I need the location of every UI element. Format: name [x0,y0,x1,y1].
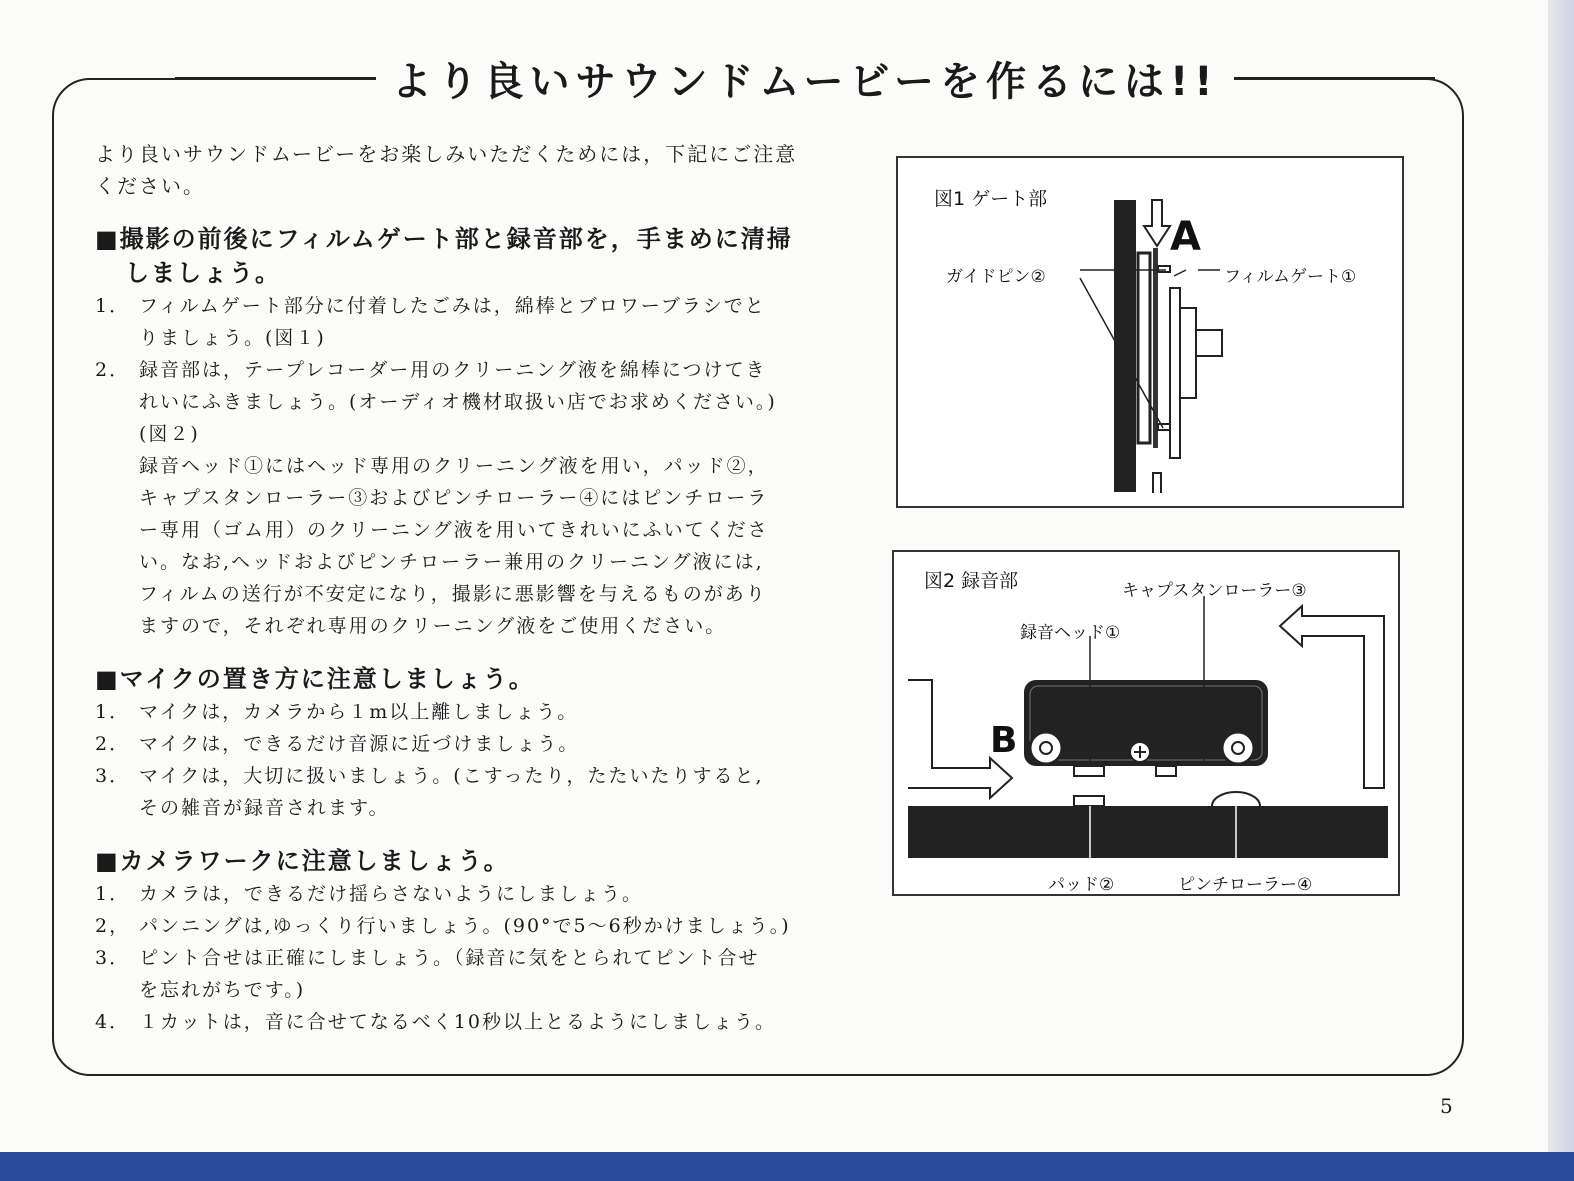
item-text-cont: りましょう。(図１) [139,327,326,349]
item-number: 3． [95,765,131,787]
label-guide-pin: ガイドピン② [946,267,1046,287]
list-item [95,760,855,792]
list-item [95,878,855,910]
page-number: 5 [1440,1094,1453,1118]
item-number: 4． [95,1011,131,1033]
gate-plate-outline [1138,253,1150,443]
intro-line: ください。 [95,174,205,198]
item-text-cont: い。なお,ヘッドおよびピンチローラー兼用のクリーニング液には, [139,551,764,573]
item-text: マイクは，カメラから１m以上離しましょう。 [139,701,579,723]
pad-small [1156,766,1176,776]
page-edge-right [1548,0,1574,1181]
item-text-cont: 録音ヘッド①にはヘッド専用のクリーニング液を用い，パッド②， [139,455,769,477]
arrow-down-icon [1144,200,1170,246]
label-recording-head: 録音ヘッド① [1020,623,1121,643]
item-text-cont: ー専用（ゴム用）のクリーニング液を用いてきれいにふいてくださ [139,519,769,541]
section-cleaning [95,222,855,642]
item-number: 1． [95,295,131,317]
section-heading: ■撮影の前後にフィルムゲート部と録音部を，手まめに清掃 [95,225,793,253]
label-pad: パッド② [1048,875,1115,895]
section-microphone [95,662,855,824]
letter-a: A [1170,214,1201,260]
capstan-roller-right [1222,732,1254,764]
item-number: 1． [95,883,131,905]
label-pinch-roller: ピンチローラー④ [1178,875,1313,895]
intro-line: より良いサウンドムービーをお楽しみいただくためには，下記にご注意 [95,142,798,166]
guide-pin-bottom [1158,424,1170,430]
list-item [95,1006,855,1038]
letter-b: B [990,720,1018,761]
figure-title: 図2 録音部 [924,570,1019,592]
slot-icon [1153,473,1161,493]
section-heading: ■マイクの置き方に注意しましょう。 [95,665,535,693]
list-item [95,354,855,386]
label-capstan-roller: キャプスタンローラー③ [1122,581,1307,601]
item-text: マイクは，大切に扱いましょう。(こすったり，たたいたりすると, [139,765,764,787]
section-heading: ■カメラワークに注意しましょう。 [95,847,510,875]
item-text-cont: フィルムの送行が不安定になり，撮影に悪影響を与えるものがあり [139,583,767,605]
title-rule-left [175,77,376,79]
arrow-left-icon [1280,606,1384,788]
item-text-cont: ますので，それぞれ専用のクリーニング液をご使用ください。 [139,615,727,637]
item-text-cont: を忘れがちです。) [139,979,306,1001]
section-camerawork [95,844,855,1038]
item-number: 2． [95,359,131,381]
head-base [1074,766,1104,776]
text-column [95,138,855,1038]
item-text-cont: (図２) [139,423,200,445]
title-rule-right [1234,77,1435,79]
figure-title: 図1 ゲート部 [934,188,1048,210]
deck-bar [908,806,1388,858]
item-text-cont: れいにふきましょう。(オーディオ機材取扱い店でお求めください。) [139,391,777,413]
page-title: より良いサウンドムービーを作るには!! [376,50,1235,107]
item-text-cont: キャプスタンローラー③およびピンチローラー④にはピンチローラ [139,487,769,509]
gate-block-inner [1180,308,1196,398]
list-item [95,910,855,942]
capstan-roller-left [1030,732,1062,764]
page-edge-bottom [0,1152,1574,1181]
item-number: 2， [95,915,131,937]
recorder-diagram [894,552,1402,898]
item-text: 録音部は，テープレコーダー用のクリーニング液を綿棒につけてき [139,359,767,381]
item-number: 3． [95,947,131,969]
item-text: マイクは，できるだけ音源に近づけましょう。 [139,733,580,755]
item-text: ピント合せは正確にしましょう。（録音に気をとられてピント合せ [139,947,760,969]
label-film-gate: フィルムゲート① [1224,267,1357,287]
item-text: フィルムゲート部分に付着したごみは，綿棒とブロワーブラシでと [139,295,766,317]
item-text: カメラは，できるだけ揺らさないようにしましょう。 [139,883,644,905]
figure-gate [896,156,1404,508]
gate-block [1170,288,1180,458]
guide-pin-top [1158,266,1170,272]
figure-recorder [892,550,1400,896]
item-text: パンニングは,ゆっくり行いましょう。(90°で5～6秒かけましょう。) [139,915,791,937]
gate-knob [1196,330,1222,356]
leader-film-gate [1174,270,1186,276]
list-item [95,942,855,974]
item-text: １カットは，音に合せてなるべく10秒以上とるようにしましょう。 [139,1011,776,1033]
title-bar [175,48,1435,108]
list-item [95,696,855,728]
item-number: 2． [95,733,131,755]
item-text-cont: その雑音が録音されます。 [139,797,390,819]
list-item [95,728,855,760]
item-number: 1． [95,701,131,723]
pad-bump [1074,796,1104,806]
section-heading-cont: しましょう。 [125,259,281,287]
list-item [95,290,855,322]
